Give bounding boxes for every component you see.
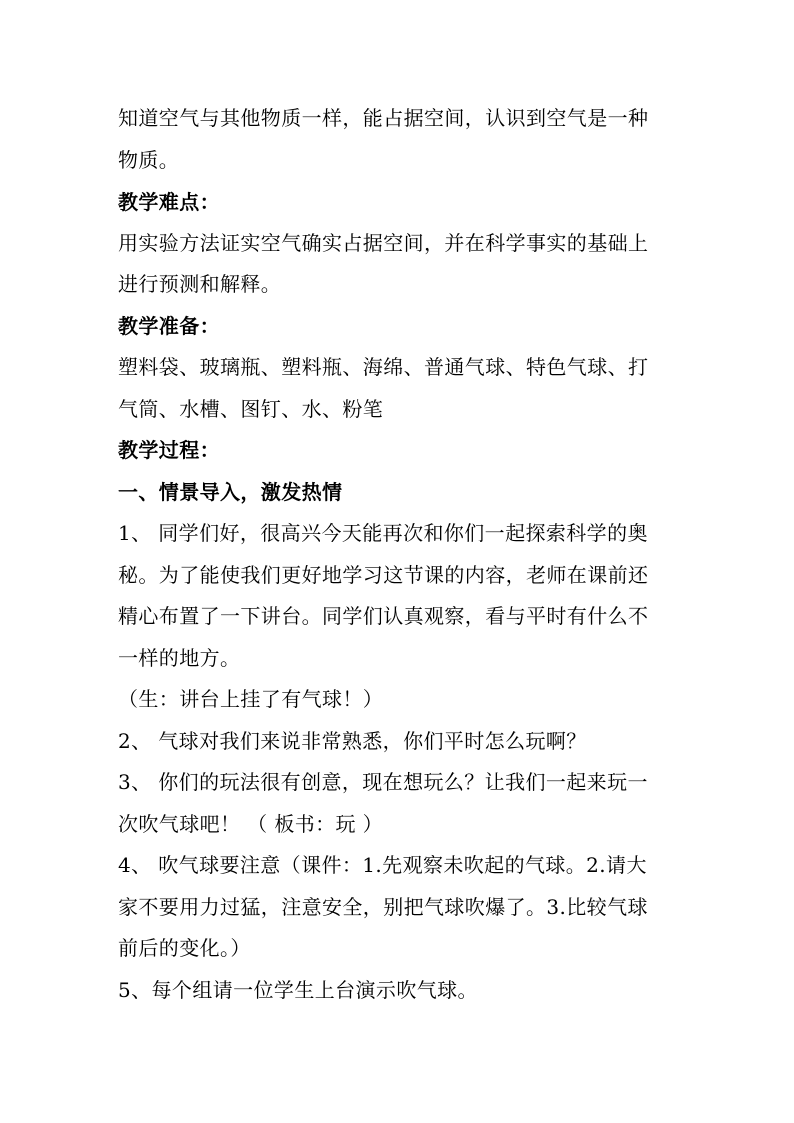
text-line: 家不要用力过猛，注意安全，别把气球吹爆了。3.比较气球 [118,895,648,919]
text-line: 4、 吹气球要注意（课件：1.先观察未吹起的气球。2.请大 [118,853,647,877]
text-line: 知道空气与其他物质一样，能占据空间，认识到空气是一种 [118,106,649,130]
text-line: 2、 气球对我们来说非常熟悉，你们平时怎么玩啊？ [118,729,587,753]
subsection-heading: 一、情景导入，激发热情 [118,480,343,504]
text-line: 前后的变化。） [118,936,251,960]
text-line: 1、 同学们好，很高兴今天能再次和你们一起探索科学的奥 [118,521,648,545]
text-line: 塑料袋、玻璃瓶、塑料瓶、海绵、普通气球、特色气球、打 [118,355,649,379]
section-heading-teaching-preparation: 教学准备： [118,314,220,338]
text-line: （生：讲台上挂了有气球！） [118,687,384,711]
text-line: 3、 你们的玩法很有创意，现在想玩么？让我们一起来玩一 [118,770,648,794]
text-line: 一样的地方。 [118,646,241,670]
section-heading-teaching-process: 教学过程： [118,438,220,462]
text-line: 次吹气球吧！ （ 板书：玩 ） [118,812,384,836]
text-line: 进行预测和解释。 [118,272,282,296]
text-line: 精心布置了一下讲台。同学们认真观察，看与平时有什么不 [118,604,649,628]
section-heading-teaching-difficulty: 教学难点： [118,190,220,214]
text-line: 秘。为了能使我们更好地学习这节课的内容，老师在课前还 [118,563,649,587]
text-line: 物质。 [118,148,180,172]
text-line: 用实验方法证实空气确实占据空间，并在科学事实的基础上 [118,231,649,255]
text-line: 气筒、水槽、图钉、水、粉笔 [118,397,384,421]
text-line: 5、每个组请一位学生上台演示吹气球。 [118,978,478,1002]
